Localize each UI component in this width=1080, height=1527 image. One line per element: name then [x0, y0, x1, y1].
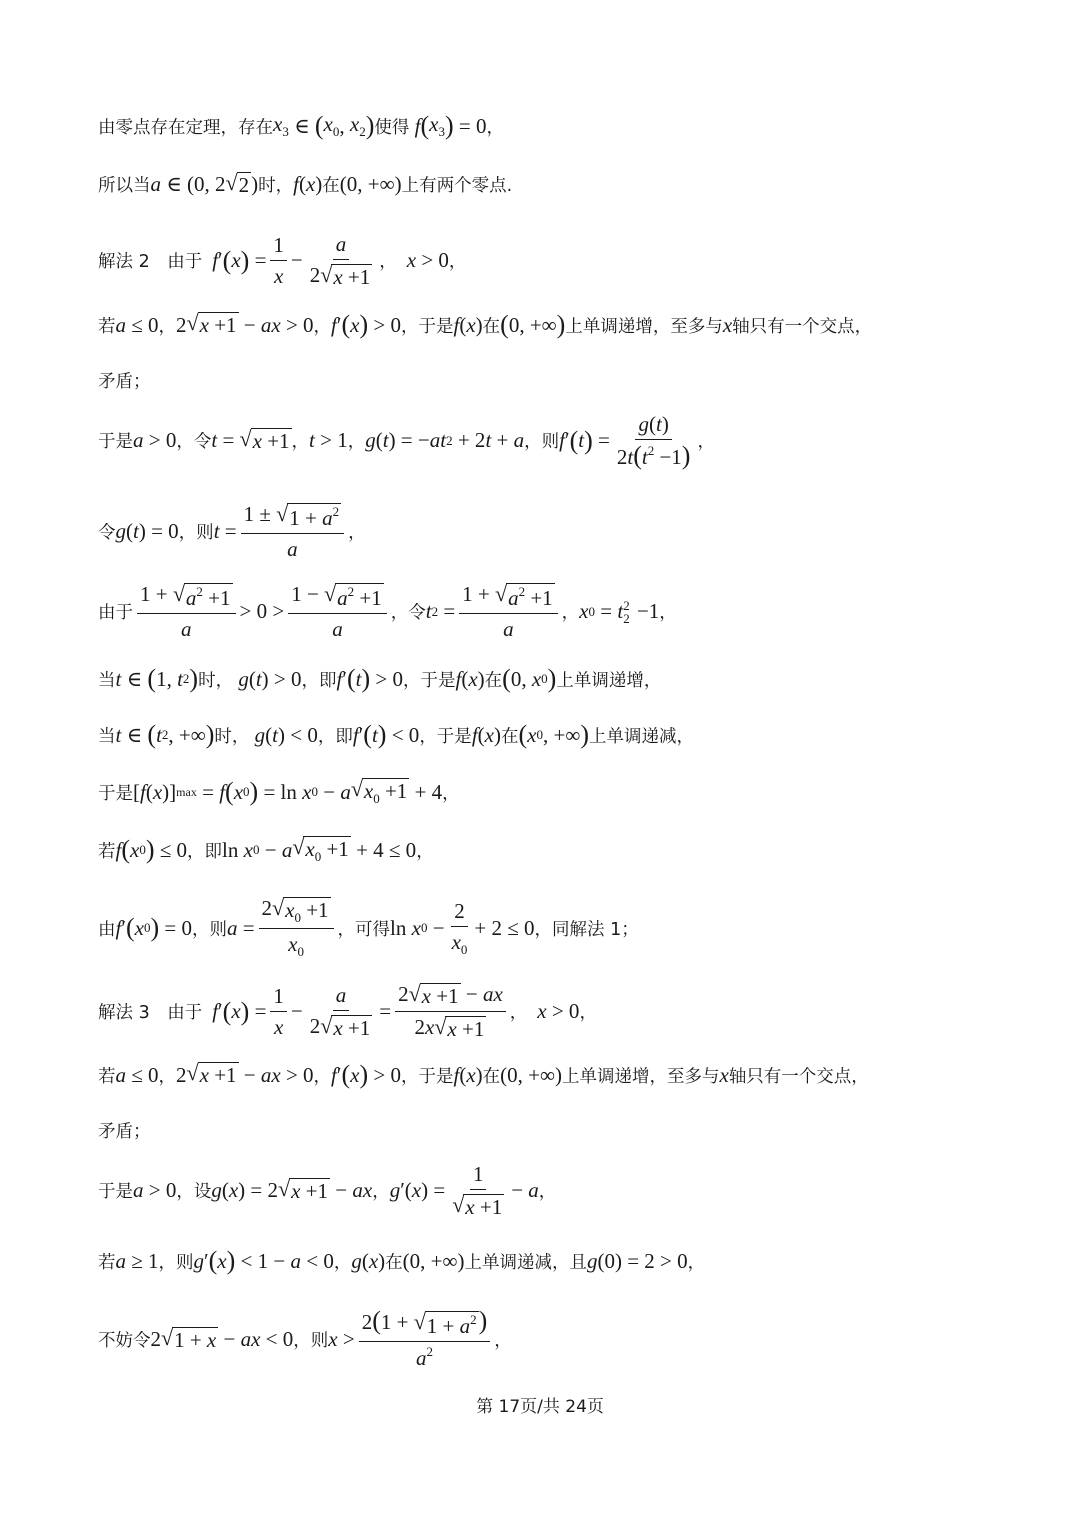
line-15-text-g: 轴只有一个交点，	[728, 1066, 869, 1087]
line-4-text-d: ，于是	[401, 316, 454, 337]
line-8-text-b: ，令	[390, 603, 426, 624]
line-9-text-c: ，即	[301, 670, 337, 691]
text-line-7: 令 g ( t ) = 0 ，则 t = 1 ± √ $1 + a^2$ a ，	[98, 501, 366, 562]
text-line-11: 于是 [ f ( x )] max = f ( x 0 ) = ln x 0 − a √ $x_0 +1$ + 4 ，	[98, 776, 460, 807]
line-17-text-b: ，设	[176, 1182, 212, 1203]
math-expr: $x_3$	[273, 112, 289, 139]
line-17-text-c: ，	[372, 1182, 390, 1203]
line-4-text-b: ，	[158, 316, 177, 337]
text-line-16	[98, 1118, 151, 1143]
line-15-text-a: 若	[98, 1066, 116, 1087]
line-6-text-a: 于是	[98, 432, 133, 453]
text-line-17: 于是 a > 0 ，设 g ( x ) = 2 √ x +1 − ax ， g ′( x ) = 1 √ x +1 − a ，	[98, 1162, 557, 1220]
line-3-text-a: 解法 2 由于	[98, 252, 203, 273]
line-7-text-c: ，	[348, 523, 366, 544]
line-19-text-b: ，则	[293, 1330, 329, 1351]
line-18-text-a: 若	[98, 1252, 116, 1273]
line-6-text-f: ，	[697, 432, 715, 453]
line-11-text-a: 于是	[98, 783, 133, 804]
line-18-text-c: ，	[333, 1252, 352, 1273]
text-line-19: 不妨令 2 √ 1 + x − ax < 0 ，则 x > 2(1 + √ $1 + a^2$ ) $a^2$ ，	[98, 1306, 512, 1371]
line-10-text-b: 时，	[214, 726, 250, 747]
text-line-12: 若 f ( x 0 ) ≤ 0 ，即 ln x 0 − a √ $x_0 +1$ + 4 ≤ 0 ，	[98, 834, 434, 865]
line-15-text-f: 上单调递增，至多与	[561, 1066, 720, 1087]
line-10-text-c: ，即	[317, 726, 353, 747]
line-13-text-d: ，同解法 1；	[534, 919, 639, 940]
line-13-text-b: ，则	[191, 919, 227, 940]
line-4-text-e: 在	[482, 316, 501, 337]
text-line-10: 当 t ∈ ( t 2 , +∞ ) 时， g ( t ) < 0 ，即 f ′ ( t ) < 0 ，于是 f ( x ) 在 ( x 0 , +∞ ) 上单调递减，	[98, 720, 694, 749]
line-6-text-e: ，则	[524, 432, 560, 453]
text-line-15: 若 a ≤ 0 ， 2 √ x +1 − ax > 0 ， f ′ ( x ) > 0 ，于是 f ( x ) 在 (0, +∞) 上单调递增，至多与 x 轴只有一个交点，	[98, 1060, 869, 1089]
text-line-8: 由于 1 + √ $a^2 +1$ a > 0 > 1 − √ $a^2 +1$ a ，令 t 2 = 1 + √ $a^2 +1$ a ， x 0 = t 2 2 −1 ，	[98, 581, 677, 642]
line-9-text-b: 时，	[198, 670, 234, 691]
line-9-text-a: 当	[98, 670, 116, 691]
line-14-text-b: ，	[509, 1003, 528, 1024]
line-4-text-c: ，	[313, 316, 332, 337]
line-8-text-a: 由于	[98, 603, 133, 624]
line-2-text-d: 上有两个零点.	[401, 176, 513, 197]
line-17-text-d: ，	[538, 1182, 557, 1203]
line-9-text-d: ，于是	[402, 670, 456, 691]
line-3-text-b: ，	[379, 252, 397, 273]
text-line-9: 当 t ∈ ( 1, t 2 ) 时， g ( t ) > 0 ，即 f ′ ( t ) > 0 ，于是 f ( x ) 在 ( 0, x 0 ) 上单调递增，	[98, 664, 662, 693]
line-7-text-b: ，则	[178, 523, 214, 544]
line-8-text-c: ，	[561, 603, 580, 624]
line-15-text-b: ，	[158, 1066, 177, 1087]
line-19-text-a: 不妨令	[98, 1330, 151, 1351]
line-1-text-b: 使得	[374, 117, 410, 138]
line-4-text-f: 上单调递增，至多与	[565, 316, 723, 337]
line-11-text-b: ，	[442, 783, 460, 804]
line-18-text-e: 上单调递减，且	[464, 1252, 587, 1273]
line-9-text-e: 在	[484, 670, 503, 691]
line-6-text-c: ，	[291, 432, 310, 453]
text-line-5	[98, 368, 151, 393]
line-2-text-a: 所以当	[98, 176, 151, 197]
line-5-text: 矛盾；	[98, 372, 151, 392]
text-line-3: 解法 2 由于 f ′ ( x ) = $\frac{1}{x}$ − a 2 √ x +1 ， x > 0 ，	[98, 232, 467, 290]
line-10-text-f: 上单调递减，	[588, 726, 694, 747]
line-16-text: 矛盾；	[98, 1122, 151, 1142]
text-line-18: 若 a ≥ 1 ，则 g ′ ( x ) < 1 − a < 0 ， g ( x ) 在 (0, +∞) 上单调递减，且 g (0) = 2 > 0 ，	[98, 1246, 706, 1275]
text-line-4: 若 a ≤ 0 ， 2 √ x +1 − ax > 0 ， f ′ ( x ) > 0 ，于是 f ( x ) 在 ( 0, +∞ ) 上单调递增，至多与 x 轴只有一个交点，	[98, 310, 873, 339]
line-1-text-a: 由零点存在定理，存在	[98, 117, 273, 138]
line-18-text-d: 在	[385, 1252, 403, 1273]
line-9-text-f: 上单调递增，	[556, 670, 662, 691]
text-line-1: 由零点存在定理，存在 $x_3$ ∈ ( $x_0$ , $x_2$ ) 使得 f ( $x_3$ ) = 0 ，	[98, 111, 504, 140]
line-10-text-e: 在	[500, 726, 519, 747]
line-1-text-c: ，	[486, 117, 504, 138]
line-12-text-a: 若	[98, 841, 116, 862]
line-4-text-g: 轴只有一个交点，	[732, 316, 873, 337]
line-2-text-c: 在	[322, 176, 340, 197]
line-18-text-b: ，则	[158, 1252, 194, 1273]
text-line-14: 解法 3 由于 f ′ ( x ) = $\frac{1}{x}$ − a 2 √ x +1 = 2 √ x +1 − ax 2x √ x +1 ， x > 0 ，	[98, 981, 597, 1042]
line-13-text-a: 由	[98, 919, 116, 940]
line-2-text-b: 时，	[258, 176, 294, 197]
line-13-text-c: ，可得	[337, 919, 391, 940]
text-line-2: 所以当 a ∈ (0, 2 √ 2 ) 时， f ( x ) 在 (0, +∞) 上有两个零点.	[98, 170, 513, 197]
line-6-text-b: ，令	[176, 432, 212, 453]
line-17-text-a: 于是	[98, 1182, 133, 1203]
text-line-6: 于是 a > 0 ，令 t = √ x +1 ， t > 1 ， g ( t ) = − at 2 + 2 t + a ，则 f ′ ( t ) = $\frac{g(t)}{2t(t^2 -1)}$ ，	[98, 412, 715, 471]
text-line-13: 由 f ′ ( x 0 ) = 0 ，则 a = 2 √ $x_0 +1$ $x_0$ ，可得 ln x 0 − $\frac{2}{x_0}$ + 2 ≤ 0 ，同解法 1；	[98, 895, 639, 960]
line-4-text-a: 若	[98, 316, 116, 337]
line-6-text-d: ，	[347, 432, 366, 453]
line-15-text-c: ，	[313, 1066, 332, 1087]
line-14-text-a: 解法 3 由于	[98, 1003, 203, 1024]
line-10-text-a: 当	[98, 726, 116, 747]
line-8-text-d: ，	[659, 603, 677, 624]
line-12-text-b: ，即	[187, 841, 223, 862]
line-15-text-d: ，于是	[401, 1066, 454, 1087]
page-footer: 第 17页/共 24页	[476, 1397, 604, 1417]
line-12-text-c: ，	[416, 841, 434, 862]
line-15-text-e: 在	[482, 1066, 501, 1087]
line-18-text-f: ，	[687, 1252, 706, 1273]
line-10-text-d: ，于是	[419, 726, 472, 747]
line-19-text-c: ，	[494, 1330, 512, 1351]
line-7-text-a: 令	[98, 523, 116, 544]
